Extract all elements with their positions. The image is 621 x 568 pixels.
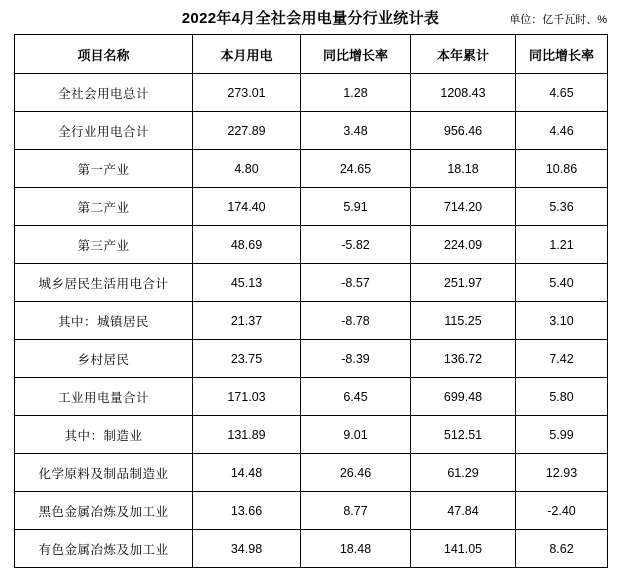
cell-month-yoy: 9.01 xyxy=(301,416,411,454)
cell-name: 乡村居民 xyxy=(15,340,193,378)
cell-month-yoy: 26.46 xyxy=(301,454,411,492)
cell-ytd: 1208.43 xyxy=(411,74,516,112)
page-header xyxy=(0,0,621,34)
table-row xyxy=(15,188,608,226)
cell-ytd-yoy: 5.40 xyxy=(516,264,608,302)
cell-ytd-yoy: 7.42 xyxy=(516,340,608,378)
cell-ytd-yoy: 12.93 xyxy=(516,454,608,492)
cell-name: 城乡居民生活用电合计 xyxy=(15,264,193,302)
cell-ytd-yoy: 3.10 xyxy=(516,302,608,340)
cell-month-yoy: 18.48 xyxy=(301,530,411,568)
column-header-month: 本月用电 xyxy=(193,35,301,74)
cell-month: 23.75 xyxy=(193,340,301,378)
table-row xyxy=(15,226,608,264)
column-header-month-yoy: 同比增长率 xyxy=(301,35,411,74)
table-row xyxy=(15,492,608,530)
cell-ytd-yoy: 4.65 xyxy=(516,74,608,112)
cell-month: 273.01 xyxy=(193,74,301,112)
table-row xyxy=(15,340,608,378)
cell-month-yoy: 3.48 xyxy=(301,112,411,150)
cell-month: 21.37 xyxy=(193,302,301,340)
cell-ytd-yoy: 1.21 xyxy=(516,226,608,264)
column-header-name: 项目名称 xyxy=(15,35,193,74)
table-row xyxy=(15,150,608,188)
cell-month-yoy: -8.39 xyxy=(301,340,411,378)
table-header-row xyxy=(15,35,608,74)
cell-month-yoy: 8.77 xyxy=(301,492,411,530)
cell-ytd-yoy: -2.40 xyxy=(516,492,608,530)
table-row xyxy=(15,454,608,492)
cell-ytd: 18.18 xyxy=(411,150,516,188)
cell-month: 171.03 xyxy=(193,378,301,416)
table-row xyxy=(15,416,608,454)
cell-ytd-yoy: 5.80 xyxy=(516,378,608,416)
electricity-consumption-table xyxy=(14,34,608,568)
column-header-ytd: 本年累计 xyxy=(411,35,516,74)
cell-month: 45.13 xyxy=(193,264,301,302)
cell-month-yoy: 6.45 xyxy=(301,378,411,416)
cell-month: 131.89 xyxy=(193,416,301,454)
cell-name: 第三产业 xyxy=(15,226,193,264)
cell-ytd-yoy: 4.46 xyxy=(516,112,608,150)
cell-month: 4.80 xyxy=(193,150,301,188)
cell-month-yoy: 24.65 xyxy=(301,150,411,188)
table-row xyxy=(15,264,608,302)
table-body xyxy=(15,74,608,568)
cell-month: 227.89 xyxy=(193,112,301,150)
cell-name: 化学原料及制品制造业 xyxy=(15,454,193,492)
cell-ytd-yoy: 10.86 xyxy=(516,150,608,188)
cell-ytd: 136.72 xyxy=(411,340,516,378)
cell-ytd: 224.09 xyxy=(411,226,516,264)
cell-name: 全行业用电合计 xyxy=(15,112,193,150)
cell-month: 14.48 xyxy=(193,454,301,492)
cell-month-yoy: 1.28 xyxy=(301,74,411,112)
cell-ytd-yoy: 8.62 xyxy=(516,530,608,568)
cell-name: 黑色金属冶炼及加工业 xyxy=(15,492,193,530)
cell-ytd: 699.48 xyxy=(411,378,516,416)
cell-month: 13.66 xyxy=(193,492,301,530)
table-row xyxy=(15,378,608,416)
cell-month: 48.69 xyxy=(193,226,301,264)
table-row xyxy=(15,112,608,150)
unit-note: 单位：亿千瓦时、% xyxy=(509,14,607,26)
cell-ytd: 61.29 xyxy=(411,454,516,492)
cell-ytd: 251.97 xyxy=(411,264,516,302)
cell-month-yoy: 5.91 xyxy=(301,188,411,226)
cell-month-yoy: -8.78 xyxy=(301,302,411,340)
cell-name: 第二产业 xyxy=(15,188,193,226)
cell-ytd: 956.46 xyxy=(411,112,516,150)
table-row xyxy=(15,302,608,340)
table-row xyxy=(15,530,608,568)
page-title: 2022年4月全社会用电量分行业统计表 xyxy=(181,10,440,27)
cell-month-yoy: -5.82 xyxy=(301,226,411,264)
cell-ytd: 512.51 xyxy=(411,416,516,454)
cell-name: 全社会用电总计 xyxy=(15,74,193,112)
table-row xyxy=(15,74,608,112)
cell-month: 174.40 xyxy=(193,188,301,226)
cell-name: 其中：城镇居民 xyxy=(15,302,193,340)
cell-ytd: 47.84 xyxy=(411,492,516,530)
cell-ytd-yoy: 5.99 xyxy=(516,416,608,454)
cell-ytd: 714.20 xyxy=(411,188,516,226)
cell-ytd: 115.25 xyxy=(411,302,516,340)
cell-name: 其中：制造业 xyxy=(15,416,193,454)
cell-name: 第一产业 xyxy=(15,150,193,188)
cell-ytd-yoy: 5.36 xyxy=(516,188,608,226)
cell-month-yoy: -8.57 xyxy=(301,264,411,302)
cell-name: 工业用电量合计 xyxy=(15,378,193,416)
cell-month: 34.98 xyxy=(193,530,301,568)
column-header-ytd-yoy: 同比增长率 xyxy=(516,35,608,74)
cell-ytd: 141.05 xyxy=(411,530,516,568)
cell-name: 有色金属冶炼及加工业 xyxy=(15,530,193,568)
